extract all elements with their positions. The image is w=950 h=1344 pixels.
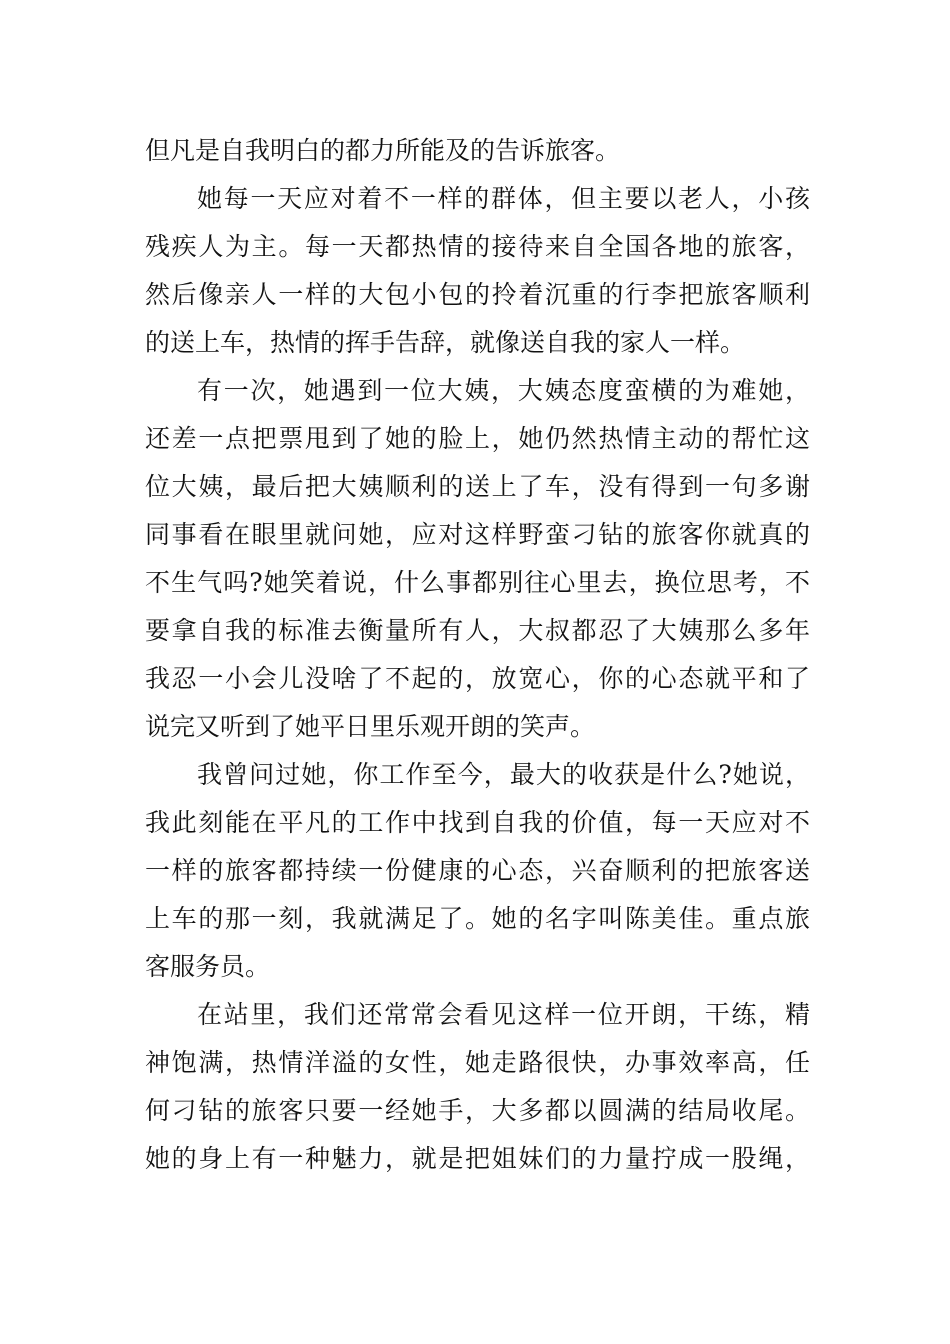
paragraph xyxy=(145,991,810,1183)
text-line: 要拿自我的标准去衡量所有人，大叔都忍了大姨那么多年 xyxy=(145,616,810,645)
text-line: 一样的旅客都持续一份健康的心态，兴奋顺利的把旅客送 xyxy=(145,856,810,885)
text-line: 上车的那一刻，我就满足了。她的名字叫陈美佳。重点旅 xyxy=(145,904,810,933)
text-line: 还差一点把票甩到了她的脸上，她仍然热情主动的帮忙这 xyxy=(145,424,810,453)
text-line: 有一次，她遇到一位大姨，大姨态度蛮横的为难她， xyxy=(197,376,810,405)
text-line: 但凡是自我明白的都力所能及的告诉旅客。 xyxy=(145,136,621,165)
paragraph xyxy=(145,175,810,367)
text-line: 客服务员。 xyxy=(145,952,271,981)
text-line: 我曾问过她，你工作至今，最大的收获是什么?她说， xyxy=(197,760,810,789)
text-line: 她每一天应对着不一样的群体，但主要以老人，小孩 xyxy=(197,184,810,213)
text-line: 在站里，我们还常常会看见这样一位开朗，干练，精 xyxy=(197,1000,810,1029)
text-line: 位大姨，最后把大姨顺利的送上了车，没有得到一句多谢 xyxy=(145,472,810,501)
text-line: 同事看在眼里就问她，应对这样野蛮刁钻的旅客你就真的 xyxy=(145,520,810,549)
document-page xyxy=(145,127,810,1183)
text-line: 说完又听到了她平日里乐观开朗的笑声。 xyxy=(145,712,596,741)
text-line: 然后像亲人一样的大包小包的拎着沉重的行李把旅客顺利 xyxy=(145,280,810,309)
text-line: 她的身上有一种魅力，就是把姐妹们的力量拧成一股绳， xyxy=(145,1144,810,1173)
text-line: 残疾人为主。每一天都热情的接待来自全国各地的旅客， xyxy=(145,232,810,261)
text-line: 神饱满，热情洋溢的女性，她走路很快，办事效率高，任 xyxy=(145,1048,810,1077)
text-line: 何刁钻的旅客只要一经她手，大多都以圆满的结局收尾。 xyxy=(145,1096,810,1125)
text-line: 的送上车，热情的挥手告辞，就像送自我的家人一样。 xyxy=(145,328,746,357)
paragraph xyxy=(145,367,810,751)
paragraph xyxy=(145,127,810,175)
text-line: 我此刻能在平凡的工作中找到自我的价值，每一天应对不 xyxy=(145,808,810,837)
text-line: 不生气吗?她笑着说，什么事都别往心里去，换位思考，不 xyxy=(145,568,810,597)
text-line: 我忍一小会儿没啥了不起的，放宽心，你的心态就平和了 xyxy=(145,664,810,693)
paragraph xyxy=(145,751,810,991)
